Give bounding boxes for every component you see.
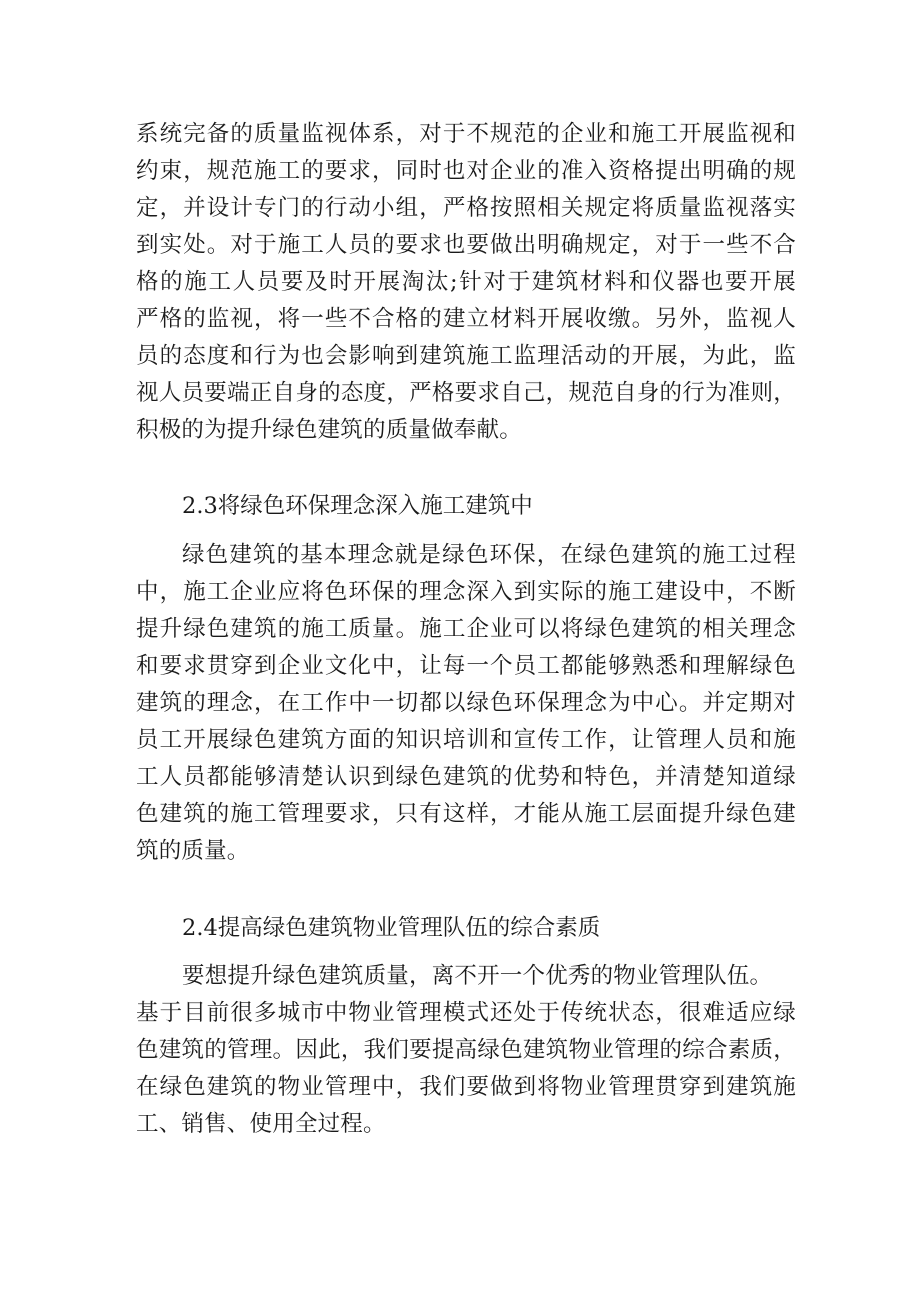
paragraph-line: 要想提升绿色建筑质量，离不开一个优秀的物业管理队伍。 bbox=[182, 963, 773, 989]
paragraph-line: 积极的为提升绿色建筑的质量做奉献。 bbox=[136, 417, 522, 443]
paragraph-line: 员的态度和行为也会影响到建筑施工监理活动的开展，为此，监 bbox=[136, 343, 796, 369]
paragraph-line: 视人员要端正自身的态度，严格要求自己，规范自身的行为准则， bbox=[136, 380, 796, 406]
section-2-4-heading: 2.4提高绿色建筑物业管理队伍的综合素质 bbox=[182, 915, 601, 941]
section-2-3-heading: 2.3将绿色环保理念深入施工建筑中 bbox=[182, 493, 533, 519]
paragraph-line: 系统完备的质量监视体系，对于不规范的企业和施工开展监视和 bbox=[136, 121, 796, 147]
paragraph-line: 到实处。对于施工人员的要求也要做出明确规定，对于一些不合 bbox=[136, 232, 796, 258]
paragraph-line: 提升绿色建筑的施工质量。施工企业可以将绿色建筑的相关理念 bbox=[136, 616, 796, 642]
section-2-3-paragraph bbox=[136, 537, 796, 870]
paragraph-line: 在绿色建筑的物业管理中，我们要做到将物业管理贯穿到建筑施 bbox=[136, 1074, 796, 1100]
paragraph-line: 筑的质量。 bbox=[136, 838, 250, 864]
paragraph-line: 工、销售、使用全过程。 bbox=[136, 1111, 386, 1137]
paragraph-line: 中，施工企业应将色环保的理念深入到实际的施工建设中，不断 bbox=[136, 579, 796, 605]
paragraph-line: 格的施工人员要及时开展淘汰;针对于建筑材料和仪器也要开展 bbox=[136, 269, 796, 295]
paragraph-line: 色建筑的管理。因此，我们要提高绿色建筑物业管理的综合素质， bbox=[136, 1037, 796, 1063]
section-2-4-paragraph bbox=[136, 958, 796, 1143]
paragraph-line: 工人员都能够清楚认识到绿色建筑的优势和特色，并清楚知道绿 bbox=[136, 764, 796, 790]
paragraph-line: 建筑的理念，在工作中一切都以绿色环保理念为中心。并定期对 bbox=[136, 690, 796, 716]
paragraph-line: 定，并设计专门的行动小组，严格按照相关规定将质量监视落实 bbox=[136, 195, 796, 221]
paragraph-line: 员工开展绿色建筑方面的知识培训和宣传工作，让管理人员和施 bbox=[136, 727, 796, 753]
paragraph-line: 色建筑的施工管理要求，只有这样，才能从施工层面提升绿色建 bbox=[136, 801, 796, 827]
paragraph-line: 和要求贯穿到企业文化中，让每一个员工都能够熟悉和理解绿色 bbox=[136, 653, 796, 679]
paragraph-line: 基于目前很多城市中物业管理模式还处于传统状态，很难适应绿 bbox=[136, 1000, 796, 1026]
paragraph-line: 约束，规范施工的要求，同时也对企业的准入资格提出明确的规 bbox=[136, 158, 796, 184]
paragraph-line: 绿色建筑的基本理念就是绿色环保，在绿色建筑的施工过程 bbox=[182, 542, 796, 568]
intro-paragraph bbox=[136, 116, 796, 449]
paragraph-line: 严格的监视，将一些不合格的建立材料开展收缴。另外，监视人 bbox=[136, 306, 796, 332]
